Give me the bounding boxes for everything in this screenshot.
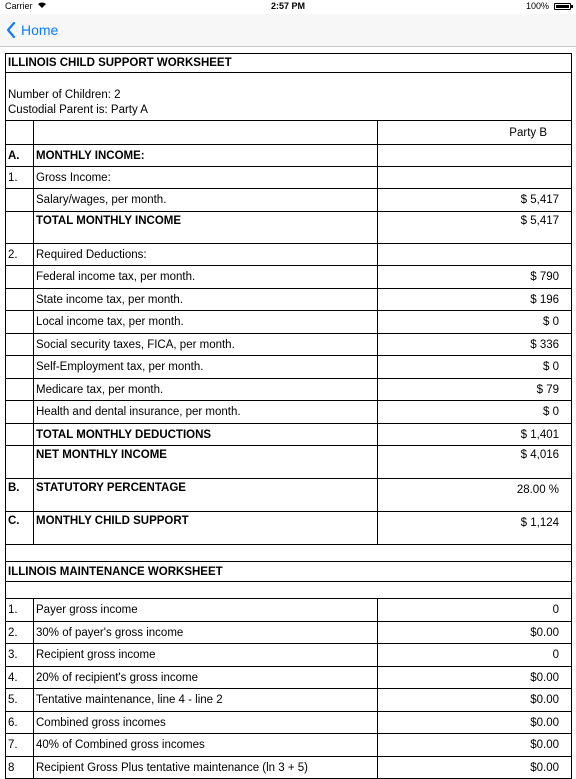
- salary-value: $ 5,417: [378, 189, 572, 212]
- spacer-row: [6, 582, 572, 599]
- child-support-title: ILLINOIS CHILD SUPPORT WORKSHEET: [6, 54, 572, 73]
- deductions-label: Required Deductions:: [34, 244, 378, 266]
- gross-label: Gross Income:: [34, 167, 378, 189]
- deduction-label: Local income tax, per month.: [34, 311, 378, 334]
- table-row: [6, 401, 572, 424]
- total-income-number: [6, 212, 34, 244]
- row-number: 6.: [6, 712, 34, 734]
- deduction-label: Federal income tax, per month.: [34, 266, 378, 289]
- table-row: [6, 356, 572, 379]
- table-row: [6, 334, 572, 356]
- battery-icon: [554, 3, 571, 10]
- deduction-value: $ 0: [378, 401, 572, 424]
- row-value: $0.00: [378, 712, 572, 734]
- table-row: [6, 379, 572, 401]
- clock: 2:57 PM: [270, 1, 305, 11]
- carrier-label: Carrier: [5, 1, 33, 11]
- section-c-number: C.: [6, 512, 34, 545]
- section-c-value: $ 1,124: [378, 512, 572, 545]
- row-number: [6, 379, 34, 401]
- row-number: 2.: [6, 622, 34, 644]
- worksheet-table: [5, 53, 572, 779]
- deduction-value: $ 336: [378, 334, 572, 356]
- table-row: [6, 712, 572, 734]
- deduction-value: $ 79: [378, 379, 572, 401]
- row-label: 40% of Combined gross incomes: [34, 734, 378, 757]
- section-a-label: MONTHLY INCOME:: [34, 145, 378, 167]
- table-row: [6, 289, 572, 311]
- deduction-label: Medicare tax, per month.: [34, 379, 378, 401]
- header-blank: [6, 121, 34, 145]
- row-number: [6, 289, 34, 311]
- total-income-value: $ 5,417: [378, 212, 572, 244]
- row-label: 30% of payer's gross income: [34, 622, 378, 644]
- row-number: [6, 334, 34, 356]
- row-value: $0.00: [378, 757, 572, 779]
- row-value: $0.00: [378, 667, 572, 689]
- row-number: [6, 401, 34, 424]
- net-income-label: NET MONTHLY INCOME: [34, 446, 378, 479]
- deduction-value: $ 0: [378, 356, 572, 379]
- row-number: [6, 311, 34, 334]
- custodial-parent: Custodial Parent is: Party A: [8, 104, 148, 116]
- row-number: 5.: [6, 689, 34, 712]
- table-row: [6, 599, 572, 622]
- row-label: Recipient gross income: [34, 644, 378, 667]
- party-b-header: Party B: [378, 121, 572, 145]
- deductions-number: 2.: [6, 244, 34, 266]
- home-back-button[interactable]: [6, 19, 58, 41]
- table-row: [6, 311, 572, 334]
- row-value: $0.00: [378, 689, 572, 712]
- status-bar: [0, 0, 576, 14]
- row-value: $0.00: [378, 734, 572, 757]
- battery-percentage: 100%: [525, 1, 549, 11]
- total-deductions-value: $ 1,401: [378, 424, 572, 446]
- row-number: 3.: [6, 644, 34, 667]
- total-deductions-label: TOTAL MONTHLY DEDUCTIONS: [34, 424, 378, 446]
- net-income-number: [6, 446, 34, 479]
- header-blank: [34, 121, 378, 145]
- spacer-row: [6, 545, 572, 562]
- salary-label: Salary/wages, per month.: [34, 189, 378, 212]
- deductions-value: [378, 244, 572, 266]
- section-b-label: STATUTORY PERCENTAGE: [34, 479, 378, 512]
- row-label: Tentative maintenance, line 4 - line 2: [34, 689, 378, 712]
- deduction-value: $ 0: [378, 311, 572, 334]
- row-number: 8: [6, 757, 34, 779]
- row-value: 0: [378, 599, 572, 622]
- row-label: 20% of recipient's gross income: [34, 667, 378, 689]
- row-label: Payer gross income: [34, 599, 378, 622]
- deduction-value: $ 790: [378, 266, 572, 289]
- salary-number: [6, 189, 34, 212]
- deduction-label: Self-Employment tax, per month.: [34, 356, 378, 379]
- table-row: [6, 667, 572, 689]
- row-number: 4.: [6, 667, 34, 689]
- section-b-number: B.: [6, 479, 34, 512]
- navigation-bar: [0, 14, 576, 47]
- row-value: $0.00: [378, 622, 572, 644]
- row-number: [6, 266, 34, 289]
- row-value: 0: [378, 644, 572, 667]
- section-b-value: 28.00 %: [378, 479, 572, 512]
- back-label: Home: [21, 22, 59, 38]
- row-number: [6, 356, 34, 379]
- table-row: [6, 622, 572, 644]
- table-row: [6, 644, 572, 667]
- section-c-label: MONTHLY CHILD SUPPORT: [34, 512, 378, 545]
- section-a-number: A.: [6, 145, 34, 167]
- section-a-value: [378, 145, 572, 167]
- row-number: 1.: [6, 599, 34, 622]
- maintenance-title: ILLINOIS MAINTENANCE WORKSHEET: [6, 562, 572, 582]
- case-info: [6, 73, 572, 121]
- deduction-label: State income tax, per month.: [34, 289, 378, 311]
- row-label: Combined gross incomes: [34, 712, 378, 734]
- gross-number: 1.: [6, 167, 34, 189]
- table-row: [6, 734, 572, 757]
- table-row: [6, 266, 572, 289]
- gross-value: [378, 167, 572, 189]
- row-label: Recipient Gross Plus tentative maintenance (ln 3 + 5): [34, 757, 378, 779]
- table-row: [6, 689, 572, 712]
- chevron-left-icon: [6, 22, 16, 38]
- total-deductions-number: [6, 424, 34, 446]
- net-income-value: $ 4,016: [378, 446, 572, 479]
- total-income-label: TOTAL MONTHLY INCOME: [34, 212, 378, 244]
- deduction-label: Social security taxes, FICA, per month.: [34, 334, 378, 356]
- deduction-value: $ 196: [378, 289, 572, 311]
- deduction-label: Health and dental insurance, per month.: [34, 401, 378, 424]
- row-number: 7.: [6, 734, 34, 757]
- number-of-children: Number of Children: 2: [8, 89, 121, 101]
